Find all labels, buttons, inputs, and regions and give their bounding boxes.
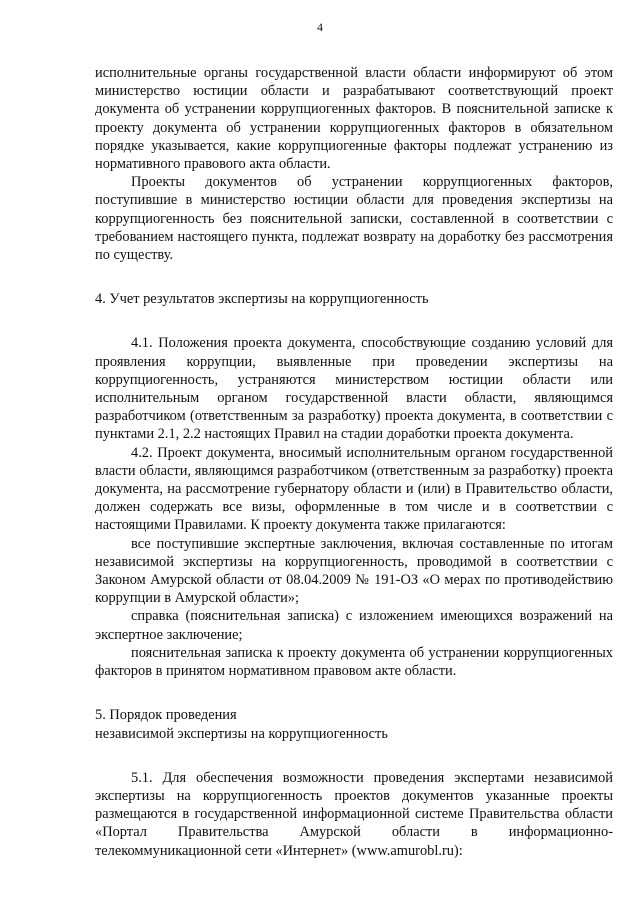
paragraph-projects: Проекты документов об устранении коррупциогенных факторов, поступившие в министерство юстиции области для проведения экспертизы на коррупциогенность без пояснительной записки, составленной в соответствии с требованием настоящего пункта, подлежат возврату на доработку без рассмотрения по существу. bbox=[95, 174, 613, 264]
paragraph-4-2: 4.2. Проект документа, вносимый исполнительным органом государственной власти области, являющимся разработчиком (ответственным за разработку) проекта документа, на рассмотрение губернатору области и (или) в Правительство области, должен содержать все визы, оформленные в том числе и в соответствии с настоящими Правилами. К проекту документа также прилагаются: bbox=[95, 444, 613, 534]
paragraph-continuation: исполнительные органы государственной власти области информируют об этом министерство юстиции области и разрабатывают соответствующий проект документа об устранении коррупциогенных факторов. В пояснительной записке к проекту документа об устранении коррупциогенных факторов в обязательном порядке указывается, какие коррупциогенные факторы подлежат устранению из нормативного правового акта области. bbox=[95, 65, 613, 173]
paragraph-4-2-item-1: все поступившие экспертные заключения, включая составленные по итогам независимой экспертизы на коррупциогенность, проводимой в соответствии с Законом Амурской области от 08.04.2009 № 191-ОЗ «О мерах по противодействию коррупции в Амурской области»; bbox=[95, 535, 613, 607]
section-5-title-line-1: 5. Порядок проведения bbox=[95, 707, 237, 724]
paragraph-5-1: 5.1. Для обеспечения возможности проведения экспертами независимой экспертизы на коррупциогенность проектов документов указанные проекты размещаются в государственной информационной системе Правительства области «Портал Правительства Амурской области в информационно-телекоммуникационной сети «Интернет» (www.amurobl.ru): bbox=[95, 769, 613, 859]
section-4-title: 4. Учет результатов экспертизы на коррупциогенность bbox=[95, 291, 429, 308]
paragraph-4-2-item-2: справка (пояснительная записка) с изложением имеющихся возражений на экспертное заключение; bbox=[95, 608, 613, 643]
document-body bbox=[95, 64, 613, 860]
paragraph-4-2-item-3: пояснительная записка к проекту документа об устранении коррупциогенных факторов в принятом нормативном правовом акте области. bbox=[95, 644, 613, 680]
paragraph-4-1: 4.1. Положения проекта документа, способствующие созданию условий для проявления коррупции, выявленные при проведении экспертизы на коррупциогенность, устраняются министерством юстиции области или исполнительным органом государственной власти области, являющимся разработчиком (ответственным за разработку) проекта документа, в соответствии с пунктами 2.1, 2.2 настоящих Правил на стадии доработки проекта документа. bbox=[95, 335, 613, 443]
section-5-title-line-2: независимой экспертизы на коррупциогенность bbox=[95, 725, 388, 742]
page-number: 4 bbox=[317, 20, 323, 34]
